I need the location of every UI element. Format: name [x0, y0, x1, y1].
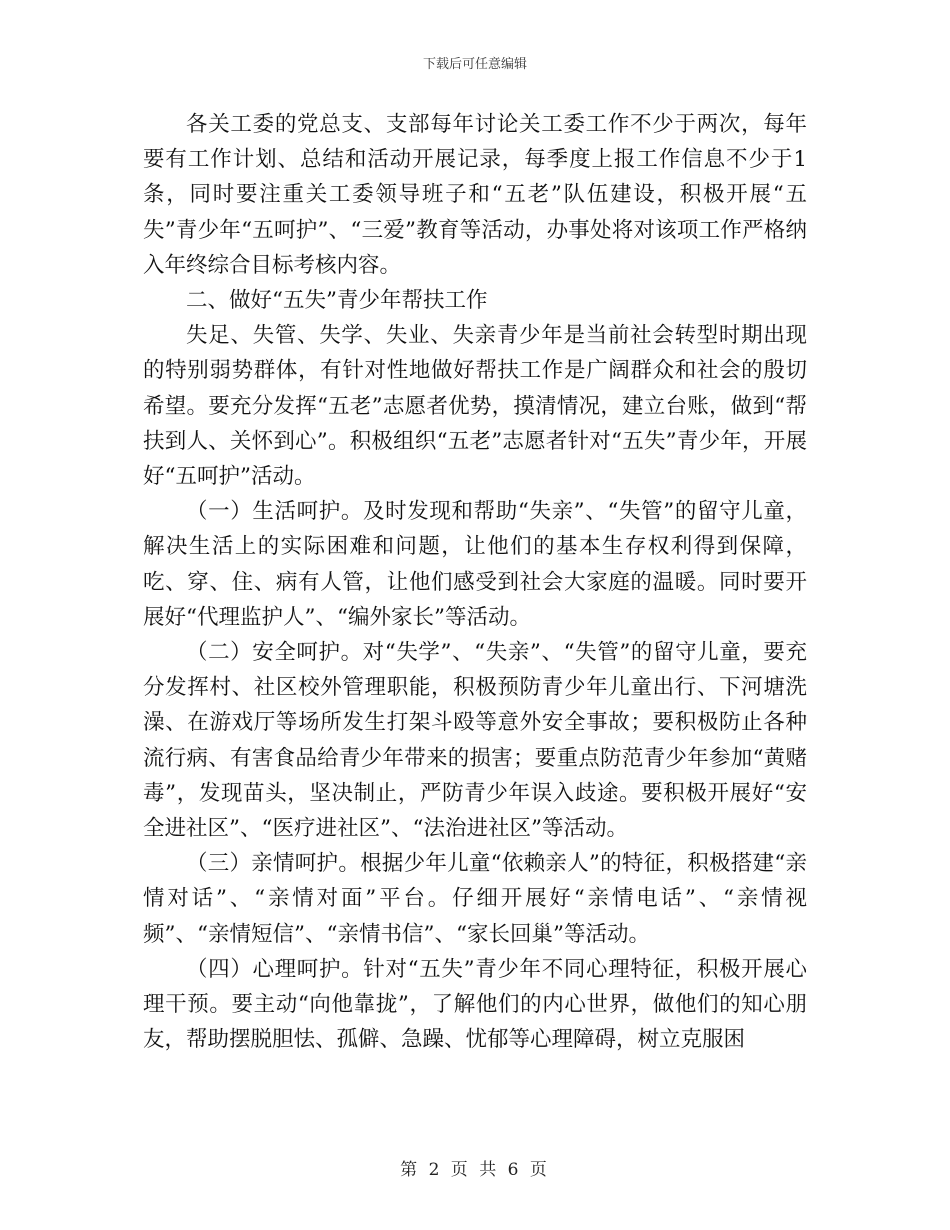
paragraph-psych-care: （四）心理呵护。针对“五失”青少年不同心理特征，积极开展心理干预。要主动“向他靠拢”，了解他们的内心世界，做他们的知心朋友，帮助摆脱胆怯、孤僻、急躁、忧郁等心理障碍，树立克服困 — [143, 956, 807, 1053]
page-footer: 第 2 页 共 6 页 — [400, 1160, 550, 1180]
paragraph-3: 失足、失管、失学、失业、失亲青少年是当前社会转型时期出现的特别弱势群体，有针对性地做好帮扶工作是广阔群众和社会的殷切希望。要充分发挥“五老”志愿者优势，摸清情况，建立台账，做到“帮扶到人、关怀到心”。积极组织“五老”志愿者针对“五失”青少年，开展好“五呵护”活动。 — [143, 323, 807, 490]
page-header: 下载后可任意编辑 — [422, 57, 527, 72]
paragraph-family-care: （三）亲情呵护。根据少年儿童“依赖亲人”的特征，积极搭建“亲情对话”、“亲情对面”平台。仔细开展好“亲情电话”、“亲情视频”、“亲情短信”、“亲情书信”、“家长回巢”等活动。 — [143, 851, 807, 947]
section-heading-2: 二、做好“五失”青少年帮扶工作 — [186, 288, 488, 314]
paragraph-1: 各关工委的党总支、支部每年讨论关工委工作不少于两次，每年要有工作计划、总结和活动开展记录，每季度上报工作信息不少于1条，同时要注重关工委领导班子和“五老”队伍建设，积极开展“五失”青少年“五呵护”、“三爱”教育等活动，办事处将对该项工作严格纳入年终综合目标考核内容。 — [143, 112, 807, 278]
paragraph-life-care: （一）生活呵护。及时发现和帮助“失亲”、“失管”的留守儿童，解决生活上的实际困难和问题，让他们的基本生存权利得到保障，吃、穿、住、病有人管，让他们感受到社会大家庭的温暖。同时要开展好“代理监护人”、“编外家长”等活动。 — [143, 499, 807, 630]
document-body — [143, 107, 807, 1057]
paragraph-safety-care: （二）安全呵护。对“失学”、“失亲”、“失管”的留守儿童，要充分发挥村、社区校外管理职能，积极预防青少年儿童出行、下河塘洗澡、在游戏厅等场所发生打架斗殴等意外安全事故；要积极防止各种流行病、有害食品给青少年带来的损害；要重点防范青少年参加“黄赌毒”，发现苗头，坚决制止，严防青少年误入歧途。要积极开展好“安全进社区”、“医疗进社区”、“法治进社区”等活动。 — [143, 640, 807, 842]
